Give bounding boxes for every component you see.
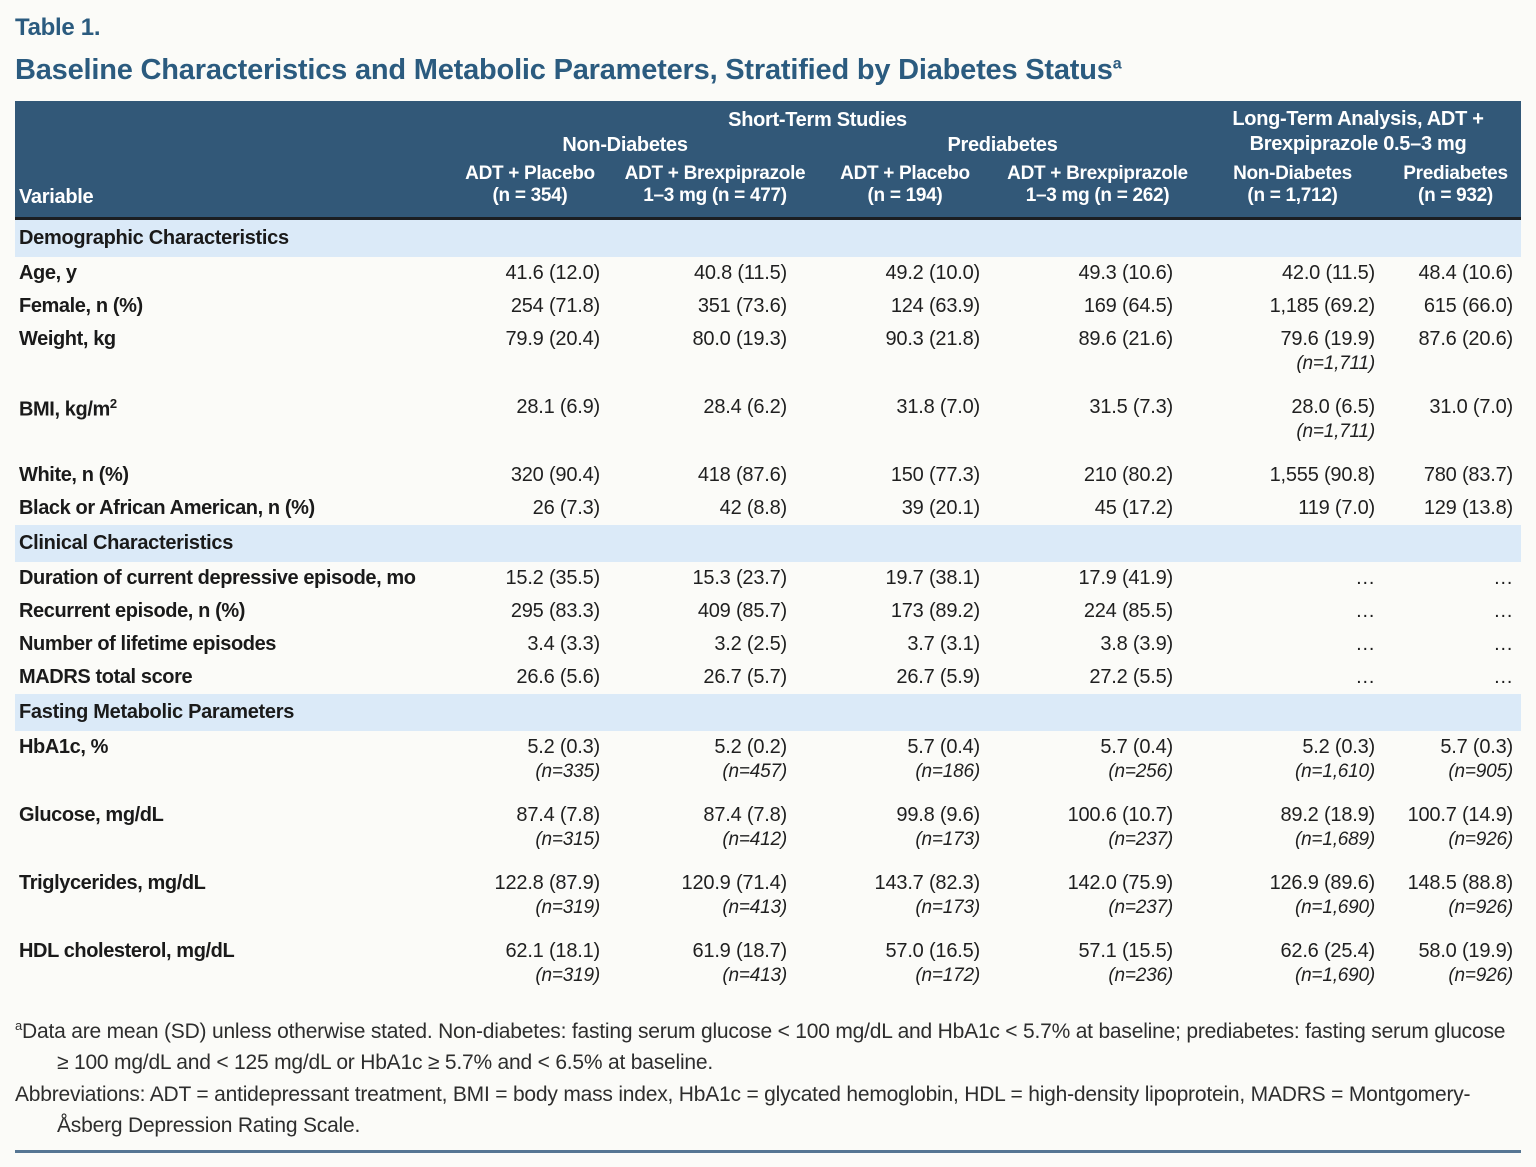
value-cell — [1390, 380, 1521, 448]
row-label — [15, 788, 440, 856]
cell-value: 5.2 (0.3) — [1302, 735, 1376, 758]
row-label — [15, 856, 440, 924]
cell-sample-size: (n=457) — [722, 760, 787, 782]
value-cell — [620, 257, 810, 290]
cell-value: 15.2 (35.5) — [505, 566, 600, 589]
column-header-line2: 1–3 mg (n = 477) — [643, 185, 787, 207]
value-cell — [1195, 290, 1390, 323]
column-header-adt-brexpiprazole-pd — [1000, 157, 1195, 218]
value-cell — [810, 492, 1000, 525]
column-header-line2: (n = 932) — [1418, 185, 1493, 207]
cell-value: 62.6 (25.4) — [1280, 939, 1376, 962]
table-row — [15, 290, 1521, 323]
value-cell — [440, 731, 620, 788]
cell-value: 150 (77.3) — [890, 463, 980, 486]
value-cell — [1390, 661, 1521, 694]
value-cell — [1195, 731, 1390, 788]
row-label-text: Glucose, mg/dL — [19, 803, 164, 826]
value-cell — [1195, 448, 1390, 492]
value-cell — [440, 290, 620, 323]
short-term-group-header: Short-Term Studies — [440, 101, 1195, 132]
cell-value: 49.3 (10.6) — [1078, 261, 1174, 284]
value-cell — [810, 323, 1000, 380]
cell-sample-size: (n=186) — [915, 760, 980, 782]
value-cell — [440, 856, 620, 924]
long-term-line2: Brexpiprazole 0.5–3 mg — [1249, 132, 1467, 155]
row-label — [15, 562, 440, 595]
cell-sample-size: (n=1,689) — [1294, 828, 1376, 850]
cell-value: 26 (7.3) — [532, 496, 600, 519]
footnote-superscript: a — [15, 1017, 23, 1033]
cell-value: 295 (83.3) — [510, 599, 600, 622]
value-cell — [620, 323, 810, 380]
cell-value: 61.9 (18.7) — [692, 939, 787, 962]
table-header — [15, 101, 1521, 218]
value-cell — [440, 628, 620, 661]
column-header-line2: (n = 194) — [867, 185, 943, 207]
value-cell — [810, 562, 1000, 595]
cell-value: 28.4 (6.2) — [703, 395, 787, 418]
table-row — [15, 323, 1521, 380]
cell-value: 17.9 (41.9) — [1078, 566, 1174, 589]
column-header-adt-brexpiprazole-nd — [620, 157, 810, 218]
column-header-line2: 1–3 mg (n = 262) — [1025, 185, 1170, 207]
cell-value: 5.7 (0.3) — [1440, 735, 1514, 758]
cell-value: 89.2 (18.9) — [1280, 803, 1376, 826]
cell-sample-size: (n=926) — [1448, 896, 1514, 918]
cell-sample-size: (n=1,711) — [1296, 352, 1376, 374]
cell-sample-size: (n=173) — [915, 896, 980, 918]
row-label-text: Recurrent episode, n (%) — [19, 599, 245, 622]
cell-value: 5.2 (0.3) — [527, 735, 600, 758]
section-label: Fasting Metabolic Parameters — [15, 694, 1521, 731]
column-header-line1: Prediabetes — [1403, 163, 1508, 184]
value-cell — [1000, 628, 1195, 661]
cell-sample-size: (n=319) — [535, 896, 600, 918]
cell-value: … — [1355, 632, 1376, 655]
cell-value: 3.4 (3.3) — [527, 632, 600, 655]
cell-value: 124 (63.9) — [890, 294, 980, 317]
column-header-line2: (n = 1,712) — [1247, 185, 1338, 207]
value-cell — [440, 661, 620, 694]
row-label — [15, 628, 440, 661]
cell-value: 780 (83.7) — [1423, 463, 1514, 486]
cell-sample-size: (n=926) — [1448, 964, 1514, 986]
table-row — [15, 448, 1521, 492]
value-cell — [620, 595, 810, 628]
column-header-adt-placebo-pd — [810, 157, 1000, 218]
cell-value: 26.7 (5.7) — [703, 665, 787, 688]
cell-value: 5.7 (0.4) — [907, 735, 980, 758]
value-cell — [1000, 788, 1195, 856]
page-title-text: Baseline Characteristics and Metabolic Parameters, Stratified by Diabetes Status — [15, 54, 1113, 86]
cell-value: … — [1493, 665, 1514, 688]
value-cell — [1195, 380, 1390, 448]
cell-value: … — [1493, 566, 1514, 589]
row-label-text: Age, y — [19, 261, 77, 284]
cell-value: 57.0 (16.5) — [885, 939, 980, 962]
value-cell — [1000, 492, 1195, 525]
value-cell — [1000, 380, 1195, 448]
non-diabetes-subheader: Non-Diabetes — [440, 132, 810, 157]
cell-value: 58.0 (19.9) — [1418, 939, 1514, 962]
table-row — [15, 924, 1521, 992]
value-cell — [1000, 562, 1195, 595]
value-cell — [620, 788, 810, 856]
cell-value: 3.8 (3.9) — [1100, 632, 1174, 655]
table-row — [15, 788, 1521, 856]
cell-sample-size: (n=905) — [1448, 760, 1514, 782]
cell-sample-size: (n=256) — [1108, 760, 1174, 782]
cell-sample-size: (n=236) — [1108, 964, 1174, 986]
cell-sample-size: (n=173) — [915, 828, 980, 850]
cell-value: 19.7 (38.1) — [885, 566, 980, 589]
row-label — [15, 731, 440, 788]
bottom-rule — [15, 1150, 1521, 1153]
value-cell — [1390, 856, 1521, 924]
cell-sample-size: (n=237) — [1108, 896, 1174, 918]
table-row — [15, 257, 1521, 290]
cell-value: … — [1493, 599, 1514, 622]
value-cell — [440, 492, 620, 525]
cell-sample-size: (n=1,610) — [1294, 760, 1376, 782]
cell-value: 143.7 (82.3) — [874, 871, 980, 894]
value-cell — [1195, 562, 1390, 595]
cell-value: 3.2 (2.5) — [714, 632, 787, 655]
row-label-text: Weight, kg — [19, 327, 116, 350]
section-row — [15, 218, 1521, 257]
cell-sample-size: (n=237) — [1108, 828, 1174, 850]
column-header-longterm-non-diabetes — [1195, 157, 1390, 218]
column-header-line1: ADT + Brexpiprazole — [624, 163, 806, 184]
cell-value: 62.1 (18.1) — [505, 939, 600, 962]
header-spacer — [15, 132, 440, 157]
row-label — [15, 323, 440, 380]
cell-value: 89.6 (21.6) — [1078, 327, 1174, 350]
cell-value: 5.7 (0.4) — [1100, 735, 1174, 758]
value-cell — [1000, 290, 1195, 323]
cell-value: 418 (87.6) — [697, 463, 787, 486]
table-row — [15, 380, 1521, 448]
footnote-abbreviations: Abbreviations: ADT = antidepressant treatment, BMI = body mass index, HbA1c = glycated hemoglobin, HDL = high-density lipoprotein, MADRS = Montgomery-Åsberg Depression Rating Scale. — [15, 1082, 1471, 1138]
value-cell — [620, 448, 810, 492]
cell-value: 87.4 (7.8) — [516, 803, 600, 826]
value-cell — [1000, 924, 1195, 992]
column-header-line1: ADT + Placebo — [840, 163, 970, 184]
cell-value: 87.4 (7.8) — [703, 803, 787, 826]
row-label — [15, 492, 440, 525]
cell-value: 173 (89.2) — [890, 599, 980, 622]
cell-value: 126.9 (89.6) — [1269, 871, 1376, 894]
row-label — [15, 661, 440, 694]
title-superscript: a — [1112, 55, 1122, 73]
value-cell — [1195, 788, 1390, 856]
row-label-text: Black or African American, n (%) — [19, 496, 315, 519]
cell-value: 49.2 (10.0) — [885, 261, 980, 284]
cell-sample-size: (n=413) — [722, 964, 787, 986]
cell-value: 28.0 (6.5) — [1291, 395, 1376, 418]
cell-value: 79.9 (20.4) — [505, 327, 600, 350]
cell-sample-size: (n=1,690) — [1294, 896, 1376, 918]
table-number: Table 1. — [15, 14, 101, 41]
value-cell — [620, 492, 810, 525]
baseline-characteristics-table — [15, 101, 1521, 992]
cell-value: 122.8 (87.9) — [494, 871, 600, 894]
value-cell — [1195, 661, 1390, 694]
cell-sample-size: (n=172) — [915, 964, 980, 986]
value-cell — [1390, 257, 1521, 290]
cell-value: 27.2 (5.5) — [1089, 665, 1174, 688]
value-cell — [810, 661, 1000, 694]
value-cell — [440, 448, 620, 492]
value-cell — [440, 380, 620, 448]
row-label-text: Female, n (%) — [19, 294, 143, 317]
value-cell — [1390, 492, 1521, 525]
row-label-text: White, n (%) — [19, 463, 129, 486]
cell-value: 169 (64.5) — [1083, 294, 1174, 317]
value-cell — [1390, 924, 1521, 992]
cell-value: 28.1 (6.9) — [516, 395, 600, 418]
row-label-superscript: 2 — [109, 395, 117, 411]
cell-value: 90.3 (21.8) — [885, 327, 980, 350]
cell-value: … — [1355, 566, 1376, 589]
header-columns-row — [15, 157, 1521, 218]
cell-value: … — [1493, 632, 1514, 655]
cell-value: 42.0 (11.5) — [1281, 261, 1376, 284]
value-cell — [810, 731, 1000, 788]
cell-value: 26.7 (5.9) — [896, 665, 980, 688]
cell-value: 99.8 (9.6) — [896, 803, 980, 826]
value-cell — [620, 731, 810, 788]
value-cell — [1390, 731, 1521, 788]
table-body — [15, 218, 1521, 992]
value-cell — [1390, 323, 1521, 380]
column-header-line1: Non-Diabetes — [1233, 163, 1352, 184]
cell-value: 40.8 (11.5) — [693, 261, 787, 284]
value-cell — [1000, 856, 1195, 924]
value-cell — [810, 788, 1000, 856]
row-label-text: MADRS total score — [19, 665, 193, 688]
cell-value: 1,555 (90.8) — [1269, 463, 1376, 486]
cell-value: 48.4 (10.6) — [1418, 261, 1514, 284]
row-label — [15, 290, 440, 323]
value-cell — [440, 788, 620, 856]
table-row — [15, 856, 1521, 924]
value-cell — [1390, 595, 1521, 628]
section-label: Demographic Characteristics — [15, 218, 1521, 257]
value-cell — [1390, 628, 1521, 661]
variable-column-header: Variable — [15, 157, 440, 218]
row-label — [15, 448, 440, 492]
cell-value: 26.6 (5.6) — [516, 665, 600, 688]
cell-sample-size: (n=412) — [722, 828, 787, 850]
cell-value: 3.7 (3.1) — [907, 632, 980, 655]
value-cell — [1195, 856, 1390, 924]
long-term-group-header — [1195, 101, 1521, 157]
value-cell — [1195, 492, 1390, 525]
table-row — [15, 595, 1521, 628]
value-cell — [810, 628, 1000, 661]
row-label-text: BMI, kg/m — [19, 398, 110, 421]
value-cell — [810, 856, 1000, 924]
value-cell — [620, 290, 810, 323]
value-cell — [440, 323, 620, 380]
value-cell — [620, 856, 810, 924]
value-cell — [1390, 290, 1521, 323]
value-cell — [620, 661, 810, 694]
value-cell — [1000, 448, 1195, 492]
cell-sample-size: (n=413) — [722, 896, 787, 918]
value-cell — [1195, 924, 1390, 992]
value-cell — [810, 448, 1000, 492]
header-group-row — [15, 101, 1521, 132]
footnotes — [15, 1016, 1521, 1142]
cell-value: 45 (17.2) — [1094, 496, 1174, 519]
header-spacer — [15, 101, 440, 132]
row-label-text: HbA1c, % — [19, 735, 109, 758]
row-label-text: Duration of current depressive episode, mo — [19, 566, 416, 589]
value-cell — [1000, 595, 1195, 628]
value-cell — [1390, 562, 1521, 595]
cell-value: 100.6 (10.7) — [1067, 803, 1174, 826]
cell-value: 100.7 (14.9) — [1407, 803, 1514, 826]
table-row — [15, 562, 1521, 595]
cell-value: 129 (13.8) — [1423, 496, 1514, 519]
column-header-line1: ADT + Placebo — [465, 163, 595, 184]
cell-value: 148.5 (88.8) — [1407, 871, 1514, 894]
cell-sample-size: (n=319) — [535, 964, 600, 986]
cell-value: 39 (20.1) — [901, 496, 980, 519]
cell-value: 87.6 (20.6) — [1418, 327, 1514, 350]
cell-value: 31.8 (7.0) — [896, 395, 980, 418]
cell-value: 120.9 (71.4) — [681, 871, 787, 894]
value-cell — [620, 924, 810, 992]
table-row — [15, 731, 1521, 788]
column-header-longterm-prediabetes — [1390, 157, 1521, 218]
section-row — [15, 694, 1521, 731]
column-header-adt-placebo-nd — [440, 157, 620, 218]
cell-value: 254 (71.8) — [510, 294, 600, 317]
cell-value: 79.6 (19.9) — [1280, 327, 1376, 350]
cell-value: 142.0 (75.9) — [1067, 871, 1174, 894]
cell-value: 119 (7.0) — [1298, 496, 1376, 519]
cell-value: 210 (80.2) — [1083, 463, 1174, 486]
column-header-line2: (n = 354) — [492, 185, 568, 207]
value-cell — [440, 924, 620, 992]
row-label-text: Triglycerides, mg/dL — [19, 871, 206, 894]
value-cell — [1000, 661, 1195, 694]
cell-value: 1,185 (69.2) — [1269, 294, 1376, 317]
section-row — [15, 525, 1521, 562]
value-cell — [620, 628, 810, 661]
value-cell — [1000, 731, 1195, 788]
footnote-note-text: Data are mean (SD) unless otherwise stated. Non-diabetes: fasting serum glucose < 100 mg/dL and HbA1c < 5.7% at baseline; prediabetes: fasting serum glucose ≥ 100 mg/dL and < 125 mg/dL or HbA1c ≥ 5.7% and < 6.5% at baseline. — [22, 1019, 1506, 1075]
row-label-text: Number of lifetime episodes — [19, 632, 277, 655]
cell-value: 15.3 (23.7) — [692, 566, 787, 589]
cell-value: 409 (85.7) — [697, 599, 787, 622]
row-label — [15, 595, 440, 628]
cell-sample-size: (n=335) — [535, 760, 600, 782]
cell-sample-size: (n=315) — [535, 828, 600, 850]
row-label — [15, 380, 440, 448]
value-cell — [1195, 257, 1390, 290]
cell-value: 80.0 (19.3) — [692, 327, 787, 350]
table-row — [15, 661, 1521, 694]
value-cell — [440, 595, 620, 628]
cell-value: … — [1355, 599, 1376, 622]
value-cell — [1195, 628, 1390, 661]
row-label-text: HDL cholesterol, mg/dL — [19, 939, 235, 962]
cell-sample-size: (n=1,690) — [1294, 964, 1376, 986]
cell-value: 57.1 (15.5) — [1078, 939, 1174, 962]
table-row — [15, 628, 1521, 661]
value-cell — [620, 380, 810, 448]
prediabetes-subheader: Prediabetes — [810, 132, 1195, 157]
cell-value: … — [1355, 665, 1376, 688]
value-cell — [1195, 595, 1390, 628]
page-title — [15, 54, 1521, 87]
value-cell — [1195, 323, 1390, 380]
cell-sample-size: (n=1,711) — [1296, 420, 1376, 442]
cell-value: 615 (66.0) — [1423, 294, 1514, 317]
cell-value: 224 (85.5) — [1083, 599, 1174, 622]
column-header-line1: ADT + Brexpiprazole — [1007, 163, 1188, 184]
table-row — [15, 492, 1521, 525]
value-cell — [1000, 323, 1195, 380]
cell-value: 5.2 (0.2) — [714, 735, 787, 758]
value-cell — [810, 290, 1000, 323]
row-label — [15, 257, 440, 290]
value-cell — [440, 562, 620, 595]
long-term-line1: Long-Term Analysis, ADT + — [1232, 108, 1484, 131]
row-label — [15, 924, 440, 992]
footnote-data-note — [15, 1016, 1521, 1079]
cell-value: 351 (73.6) — [697, 294, 787, 317]
value-cell — [1000, 257, 1195, 290]
value-cell — [1390, 788, 1521, 856]
cell-value: 42 (8.8) — [719, 496, 787, 519]
cell-value: 320 (90.4) — [510, 463, 600, 486]
value-cell — [810, 257, 1000, 290]
cell-value: 41.6 (12.0) — [505, 261, 600, 284]
value-cell — [810, 924, 1000, 992]
value-cell — [810, 380, 1000, 448]
cell-value: 31.5 (7.3) — [1089, 395, 1174, 418]
cell-value: 31.0 (7.0) — [1429, 395, 1514, 418]
value-cell — [810, 595, 1000, 628]
value-cell — [1390, 448, 1521, 492]
value-cell — [620, 562, 810, 595]
section-label: Clinical Characteristics — [15, 525, 1521, 562]
value-cell — [440, 257, 620, 290]
cell-sample-size: (n=926) — [1448, 828, 1514, 850]
